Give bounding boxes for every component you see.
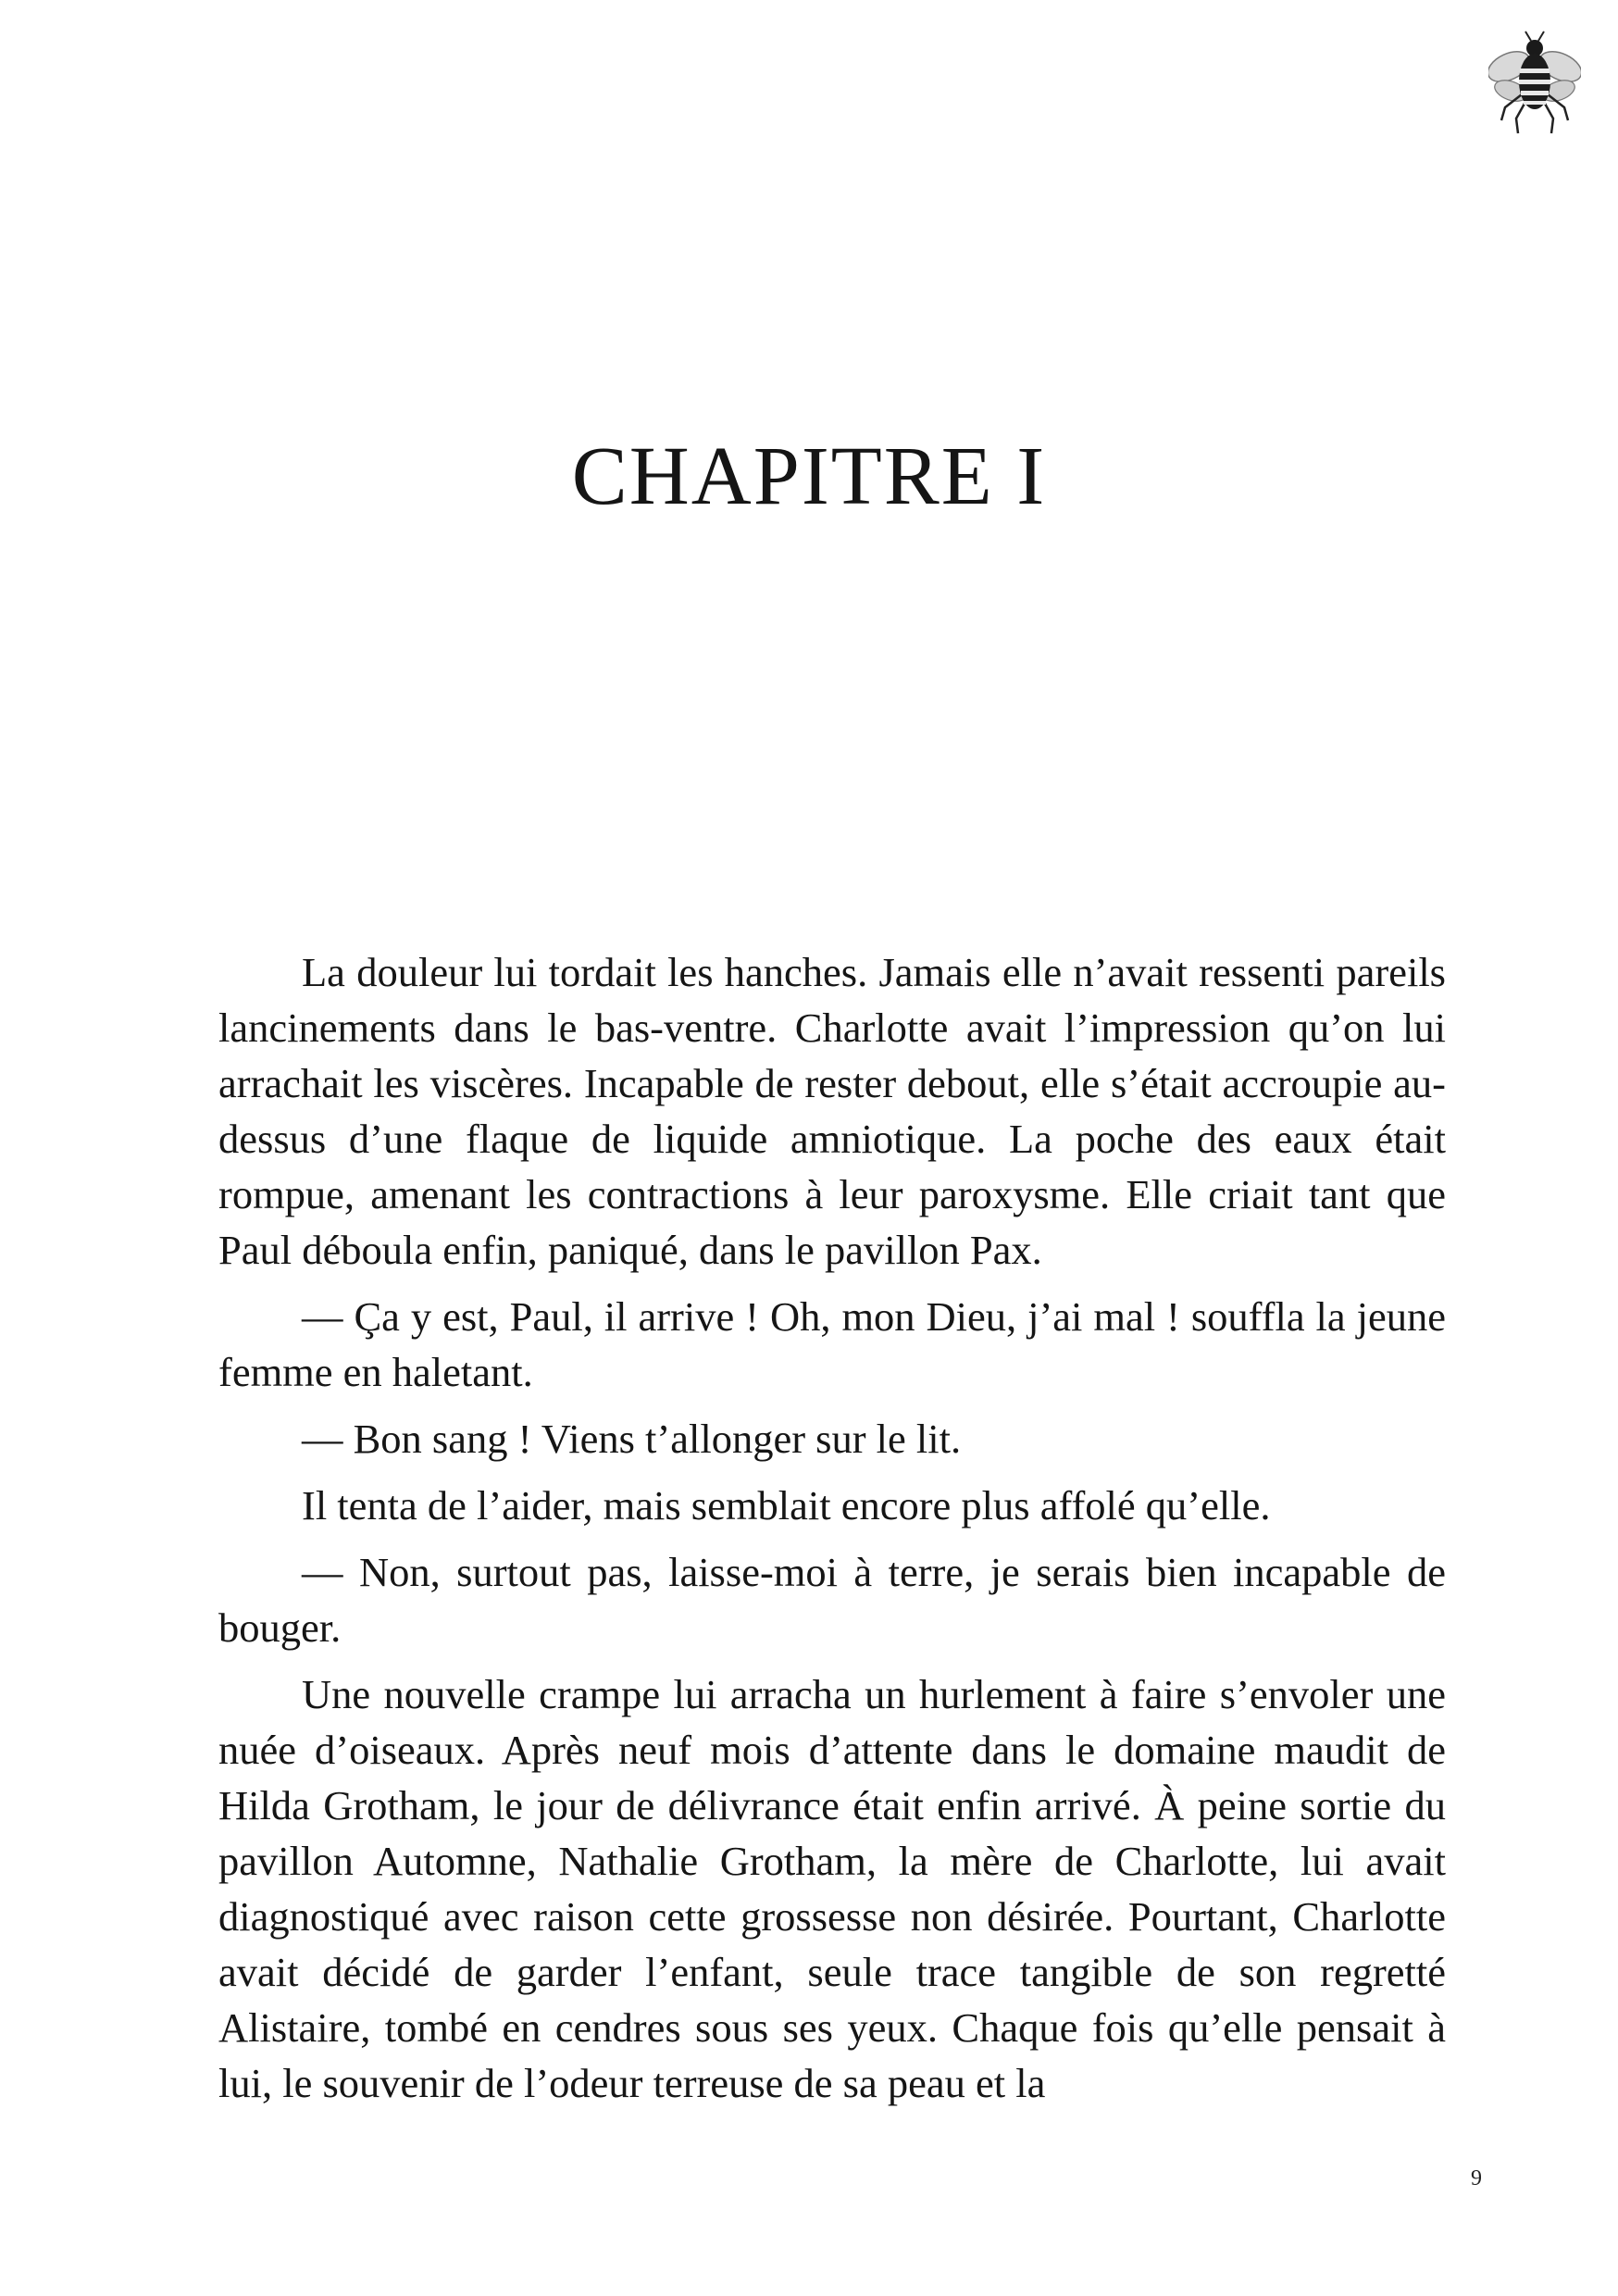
paragraph: Une nouvelle crampe lui arracha un hurlement à faire s’envoler une nuée d’oiseaux. Après neuf mois d’attente dans le domaine maudit de Hilda Grotham, le jour de délivrance était enfin arrivé. À peine sortie du pavillon Automne, Nathalie Grotham, la mère de Charlotte, lui avait diagnostiqué avec raison cette grossesse non désirée. Pourtant, Charlotte avait décidé de garder l’enfant, seule trace tangible de son regretté Alistaire, tombé en cendres sous ses yeux. Chaque fois qu’elle pensait à lui, le souvenir de l’odeur terreuse de sa peau et la (218, 1671, 1446, 2106)
chapter-title: CHAPITRE I (571, 430, 1047, 522)
chapter-body (218, 944, 1446, 2122)
paragraph: La douleur lui tordait les hanches. Jamais elle n’avait ressenti pareils lancinements dans le bas-ventre. Charlotte avait l’impression qu’on lui arrachait les viscères. Incapable de rester debout, elle s’était accroupie au-dessus d’une flaque de liquide amniotique. La poche des eaux était rompue, amenant les contractions à leur paroxysme. Elle criait tant que Paul déboula enfin, paniqué, dans le pavillon Pax. (218, 949, 1446, 1273)
paragraph: — Bon sang ! Viens t’allonger sur le lit. (302, 1416, 962, 1462)
bee-icon (1488, 30, 1581, 139)
paragraph: — Ça y est, Paul, il arrive ! Oh, mon Dieu, j’ai mal ! souffla la jeune femme en haletant. (218, 1293, 1446, 1395)
paragraph: — Non, surtout pas, laisse-moi à terre, je serais bien incapable de bouger. (218, 1549, 1446, 1651)
paragraph: Il tenta de l’aider, mais semblait encore plus affolé qu’elle. (302, 1482, 1271, 1529)
page-number: 9 (1471, 2166, 1482, 2190)
